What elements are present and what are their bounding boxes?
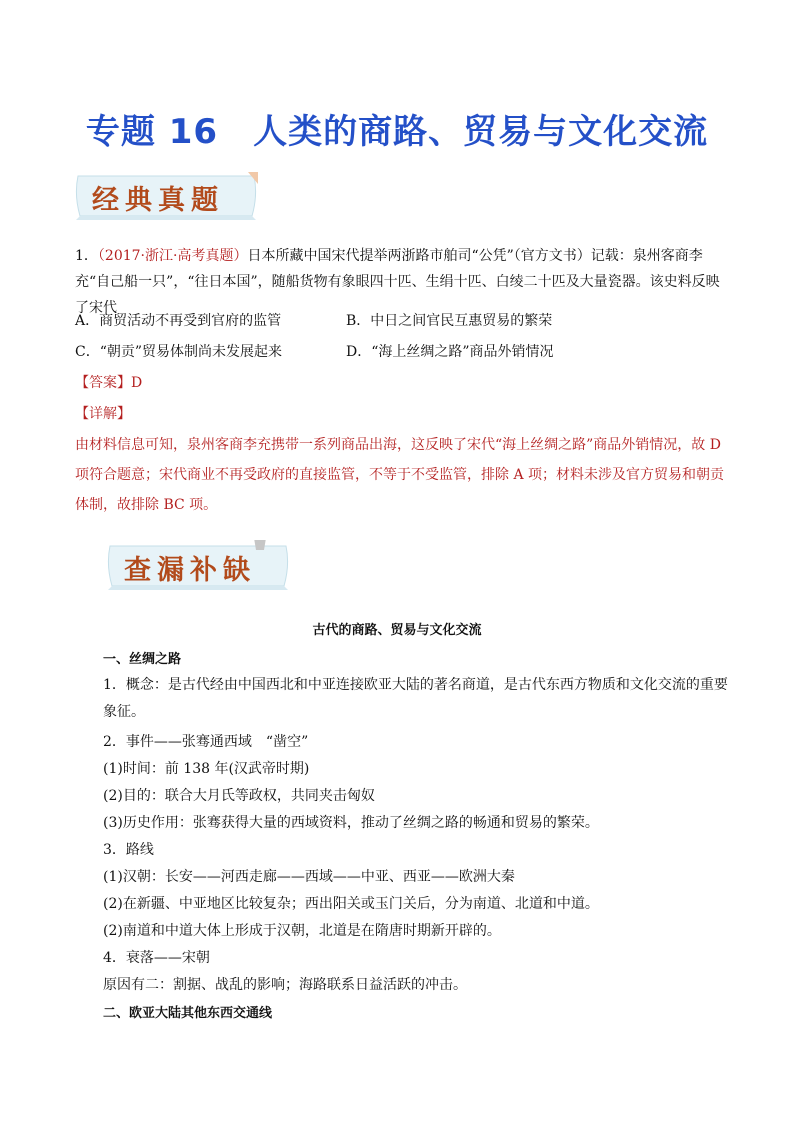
option-b: B．中日之间官民互惠贸易的繁荣 (346, 313, 553, 329)
heading-silk-road: 一、丝绸之路 (103, 652, 182, 667)
heading-other-routes: 二、欧亚大陆其他东西交通线 (103, 1006, 273, 1021)
note-line: 原因有二：割据、战乱的影响；海路联系日益活跃的冲击。 (103, 977, 467, 993)
banner-label: 经典真题 (92, 185, 224, 216)
question-source: （2017·浙江·高考真题） (97, 248, 248, 264)
option-d: D．“海上丝绸之路”商品外销情况 (346, 344, 554, 360)
note-line: 3．路线 (103, 842, 154, 858)
answer-value: D (131, 375, 143, 391)
note-paragraph: 1．概念：是古代经由中国西北和中亚连接欧亚大陆的著名商道，是古代东西方物质和文化交流的重要象征。 (103, 677, 728, 720)
note-line: 4．衰落——宋朝 (103, 950, 210, 966)
question-text: 日本所藏中国宋代提举两浙路市舶司“公凭”（官方文书）记载：泉州客商李充“自己船一只”，“往日本国”，随船货物有象眼四十匹、生绢十匹、白绫二十匹及大量瓷器。该史料反映了宋代 (75, 248, 720, 316)
answer-row (75, 372, 142, 392)
note-line: 2．事件——张骞通西域 “凿空” (103, 734, 309, 750)
detail-text: 由材料信息可知，泉州客商李充携带一系列商品出海，这反映了宋代“海上丝绸之路”商品外销情况，故 D 项符合题意；宋代商业不再受政府的直接监管，不等于不受监管，排除 A 项；材料未涉及官方贸易和朝贡体制，故排除 BC 项。 (75, 437, 725, 513)
note-line: (1)时间：前 138 年(汉武帝时期) (103, 761, 310, 777)
note-line: (2)目的：联合大月氏等政权，共同夹击匈奴 (103, 788, 375, 804)
banner-fill-gaps (104, 540, 292, 590)
note-line: (1)汉朝：长安——河西走廊——西域——中亚、西亚——欧洲大秦 (103, 869, 515, 885)
detail-label: 【详解】 (75, 406, 131, 422)
option-a: A．商贸活动不再受到官府的监管 (75, 313, 282, 329)
answer-label: 【答案】 (75, 375, 131, 391)
page-title: 专题 16 人类的商路、贸易与文化交流 (85, 112, 709, 152)
note-line: (2)在新疆、中亚地区比较复杂；西出阳关或玉门关后，分为南道、北道和中道。 (103, 896, 599, 912)
banner-label: 查漏补缺 (124, 555, 256, 586)
note-line: (3)历史作用：张骞获得大量的西域资料，推动了丝绸之路的畅通和贸易的繁荣。 (103, 815, 599, 831)
note-line: (2)南道和中道大体上形成于汉朝，北道是在隋唐时期新开辟的。 (103, 923, 501, 939)
option-c: C．“朝贡”贸易体制尚未发展起来 (75, 344, 283, 360)
section-title: 古代的商路、贸易与文化交流 (312, 623, 482, 638)
banner-classic-questions (72, 170, 260, 220)
question-number: 1． (75, 248, 98, 264)
